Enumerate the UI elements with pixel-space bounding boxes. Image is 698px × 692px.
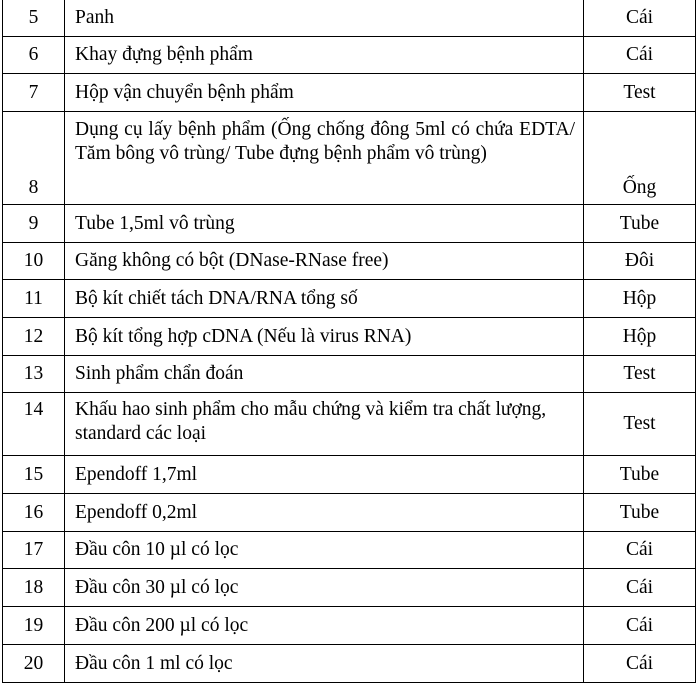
table-row xyxy=(3,607,696,645)
table-row xyxy=(3,74,696,112)
table-row xyxy=(3,37,696,74)
table-row xyxy=(3,456,696,494)
item-unit: Test xyxy=(584,74,696,112)
row-number: 8 xyxy=(3,112,65,205)
row-number: 20 xyxy=(3,645,65,683)
table-row xyxy=(3,318,696,356)
row-number: 17 xyxy=(3,532,65,569)
item-unit: Cái xyxy=(584,532,696,569)
table-row xyxy=(3,280,696,318)
item-name: Khay đựng bệnh phẩm xyxy=(65,37,584,74)
item-unit: Test xyxy=(584,356,696,393)
item-name: Tube 1,5ml vô trùng xyxy=(65,205,584,243)
item-name: Sinh phẩm chẩn đoán xyxy=(65,356,584,393)
item-name: Panh xyxy=(65,0,584,37)
item-name: Đầu côn 10 µl có lọc xyxy=(65,532,584,569)
row-number: 11 xyxy=(3,280,65,318)
table-row xyxy=(3,356,696,393)
row-number: 9 xyxy=(3,205,65,243)
item-name: Dụng cụ lấy bệnh phẩm (Ống chống đông 5ml có chứa EDTA/ Tăm bông vô trùng/ Tube đựng bệnh phẩm vô trùng) xyxy=(65,112,584,205)
item-name: Ependoff 1,7ml xyxy=(65,456,584,494)
row-number: 13 xyxy=(3,356,65,393)
table-row xyxy=(3,112,696,205)
item-unit: Hộp xyxy=(584,280,696,318)
row-number: 14 xyxy=(3,393,65,456)
item-unit: Cái xyxy=(584,569,696,607)
table-row xyxy=(3,0,696,37)
table-row xyxy=(3,393,696,456)
item-unit: Ống xyxy=(584,112,696,205)
item-name: Hộp vận chuyển bệnh phẩm xyxy=(65,74,584,112)
table-row xyxy=(3,494,696,532)
item-unit: Cái xyxy=(584,645,696,683)
item-unit: Cái xyxy=(584,607,696,645)
row-number: 6 xyxy=(3,37,65,74)
row-number: 7 xyxy=(3,74,65,112)
table-row xyxy=(3,243,696,280)
item-unit: Tube xyxy=(584,494,696,532)
item-unit: Tube xyxy=(584,205,696,243)
item-unit: Hộp xyxy=(584,318,696,356)
item-name: Đầu côn 200 µl có lọc xyxy=(65,607,584,645)
table-row xyxy=(3,645,696,683)
item-name: Bộ kít tổng hợp cDNA (Nếu là virus RNA) xyxy=(65,318,584,356)
item-unit: Test xyxy=(584,393,696,456)
supplies-table xyxy=(2,0,696,683)
item-name: Khấu hao sinh phẩm cho mẫu chứng và kiểm tra chất lượng, standard các loại xyxy=(65,393,584,456)
row-number: 5 xyxy=(3,0,65,37)
table-row xyxy=(3,532,696,569)
item-unit: Cái xyxy=(584,37,696,74)
item-name: Găng không có bột (DNase-RNase free) xyxy=(65,243,584,280)
item-unit: Đôi xyxy=(584,243,696,280)
table-row xyxy=(3,205,696,243)
row-number: 15 xyxy=(3,456,65,494)
item-unit: Cái xyxy=(584,0,696,37)
row-number: 18 xyxy=(3,569,65,607)
table-row xyxy=(3,569,696,607)
item-name: Ependoff 0,2ml xyxy=(65,494,584,532)
row-number: 16 xyxy=(3,494,65,532)
row-number: 10 xyxy=(3,243,65,280)
item-unit: Tube xyxy=(584,456,696,494)
item-name: Đầu côn 1 ml có lọc xyxy=(65,645,584,683)
item-name: Đầu côn 30 µl có lọc xyxy=(65,569,584,607)
item-name: Bộ kít chiết tách DNA/RNA tổng số xyxy=(65,280,584,318)
row-number: 12 xyxy=(3,318,65,356)
row-number: 19 xyxy=(3,607,65,645)
